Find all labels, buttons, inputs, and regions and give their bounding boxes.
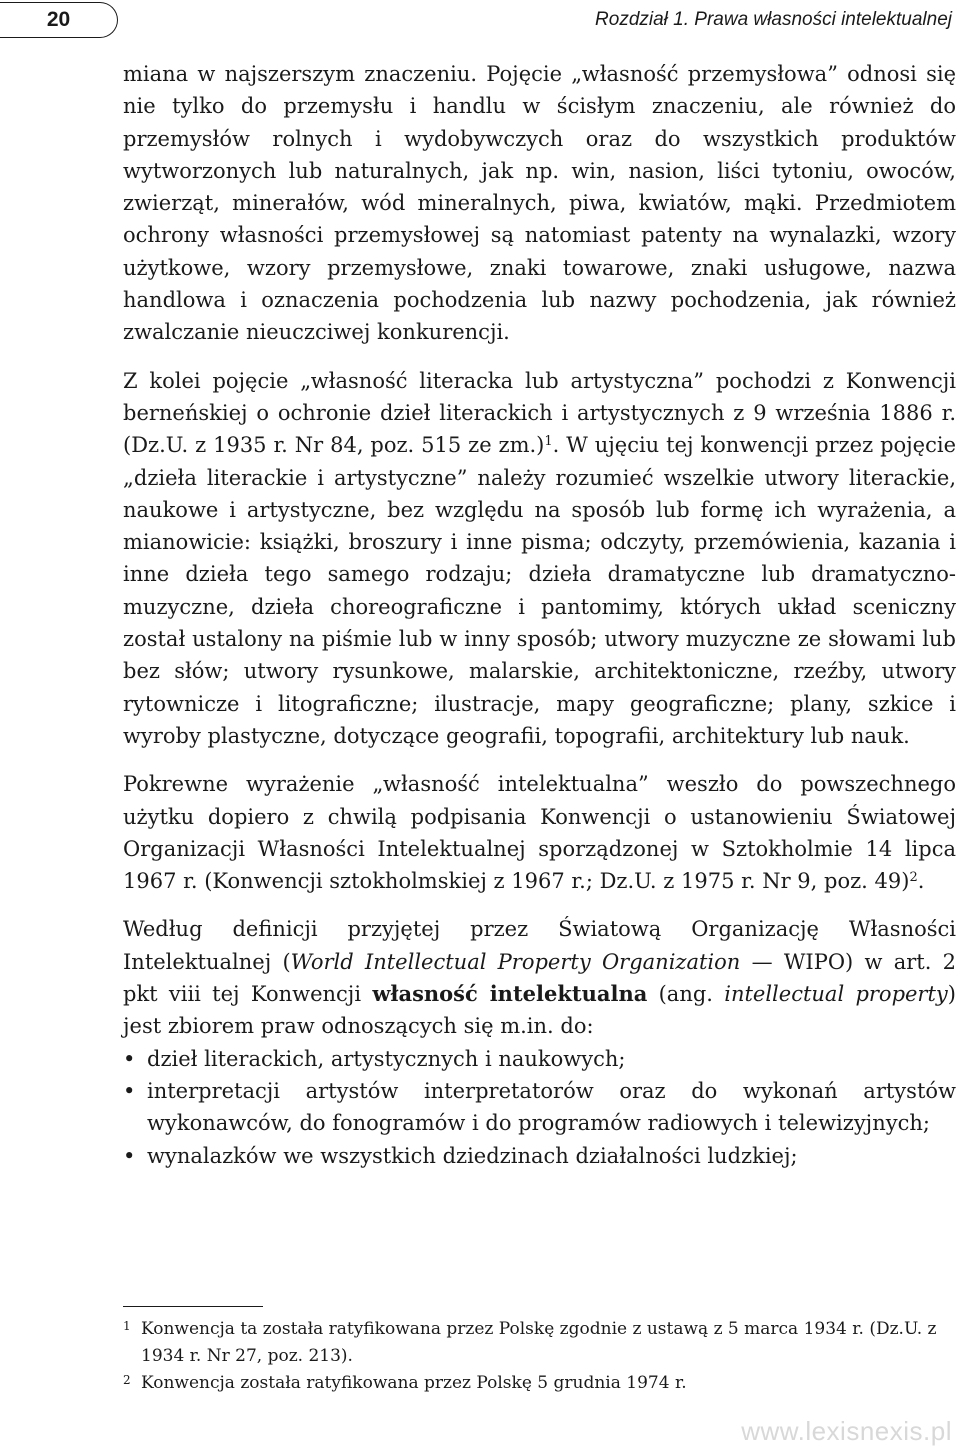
paragraph-3-text-a: Pokrewne wyrażenie „własność intelektualna” weszło do powszechnego użytku dopiero z chwilą podpisania Konwencji o ustanowieniu Światowej Organizacji Własności Intelektualnej sporządzonej w Sztokholmie 14 lipca 1967 r. (Konwencji sztokholmskiej z 1967 r.; Dz.U. z 1975 r. Nr 9, poz. 49) — [123, 772, 956, 894]
bullet-list — [123, 1043, 956, 1172]
footnote-text: Konwencja ta została ratyfikowana przez Polskę zgodnie z ustawą z 5 marca 1934 r. (Dz.U. z 1934 r. Nr 27, poz. 213). — [141, 1319, 937, 1366]
paragraph-4 — [123, 913, 956, 1042]
paragraph-2-text-b: . W ujęciu tej konwencji przez pojęcie „dzieła literackie i artystyczne” należy rozumieć wszelkie utwory literackie, naukowe i artystyczne, bez względu na sposób lub formę ich wyrażenia, a mianowicie: książki, broszury i inne pisma; odczyty, przemówienia, kazania i inne dzieła tego samego rodzaju; dzieła dramatyczne lub dramatyczno-muzyczne, dzieła choreograficzne i pantomimy, których układ sceniczny został ustalony na piśmie lub w inny sposób; utwory muzyczne ze słowami lub bez słów; utwory rysunkowe, malarskie, architektoniczne, rzeźby, utwory rytownicze i litograficzne; ilustracje, mapy geograficzne; plany, szkice i wyroby plastyczne, dotyczące geografii, topografii, architektury lub nauk. — [123, 433, 956, 748]
footnote-ref-1: 1 — [544, 434, 553, 450]
paragraph-3 — [123, 768, 956, 897]
footnote-text: Konwencja została ratyfikowana przez Polskę 5 grudnia 1974 r. — [141, 1373, 687, 1393]
footnote-1 — [123, 1316, 956, 1370]
list-item: • dzieł literackich, artystycznych i naukowych; — [123, 1043, 956, 1075]
paragraph-1-text: miana w najszerszym znaczeniu. Pojęcie „własność przemysłowa” odnosi się nie tylko do przemysłu i handlu w ścisłym znaczeniu, ale również do przemysłów rolnych i wydobywczych oraz do wszystkich produktów wytworzonych lub naturalnych, jak np. win, nasion, liści tytoniu, owoców, zwierząt, minerałów, wód mineralnych, piwa, kwiatów, mąki. Przedmiotem ochrony własności przemysłowej są natomiast patenty na wynalazki, wzory użytkowe, wzory przemysłowe, znaki towarowe, znaki usługowe, nazwa handlowa i oznaczenia pochodzenia lub nazwy pochodzenia, jak również zwalczanie nieuczciwej konkurencji. — [123, 62, 956, 345]
footnote-divider — [123, 1306, 263, 1307]
list-item: • interpretacji artystów interpretatorów oraz do wykonań artystów wykonawców, do fonogramów i do programów radiowych i telewizyjnych; — [123, 1075, 956, 1140]
paragraph-4-text-a: Według definicji przyjętej przez Światową Organizację Własności Intelektualnej ( — [123, 917, 956, 974]
paragraph-2-text-a: Z kolei pojęcie „własność literacka lub artystyczna” pochodzi z Konwencji berneńskiej o ochronie dzieł literackich i artystycznych z 9 września 1886 r. (Dz.U. z 1935 r. Nr 84, poz. 515 ze zm.) — [123, 368, 956, 458]
footnote-ref-2: 2 — [909, 870, 918, 886]
footnote-number: 2 — [123, 1373, 131, 1387]
paragraph-2 — [123, 365, 956, 753]
paragraph-4-text-b: — WIPO) w art. 2 pkt viii tej Konwencji — [123, 949, 956, 1007]
paragraph-4-bold-term: własność intelektualna — [372, 981, 648, 1007]
running-head: Rozdział 1. Prawa własności intelektualnej — [595, 9, 952, 30]
list-item: • wynalazków we wszystkich dziedzinach działalności ludzkiej; — [123, 1140, 956, 1172]
paragraph-1 — [123, 58, 956, 349]
page-number: 20 — [0, 2, 118, 38]
page-header — [0, 0, 960, 42]
paragraph-4-italic-term: intellectual property — [724, 982, 948, 1007]
publisher-watermark: www.lexisnexis.pl — [741, 1416, 952, 1446]
paragraph-4-text-d: ) jest zbiorem praw odnoszących się m.in. do: — [123, 982, 956, 1039]
paragraph-4-text-c: (ang. — [647, 982, 725, 1007]
footnote-number: 1 — [123, 1319, 131, 1333]
body-text — [123, 58, 956, 1172]
footnotes — [123, 1316, 956, 1397]
paragraph-4-italic-wipo: World Intellectual Property Organization — [290, 949, 741, 974]
paragraph-3-text-b: . — [917, 869, 925, 894]
footnote-2 — [123, 1370, 956, 1397]
